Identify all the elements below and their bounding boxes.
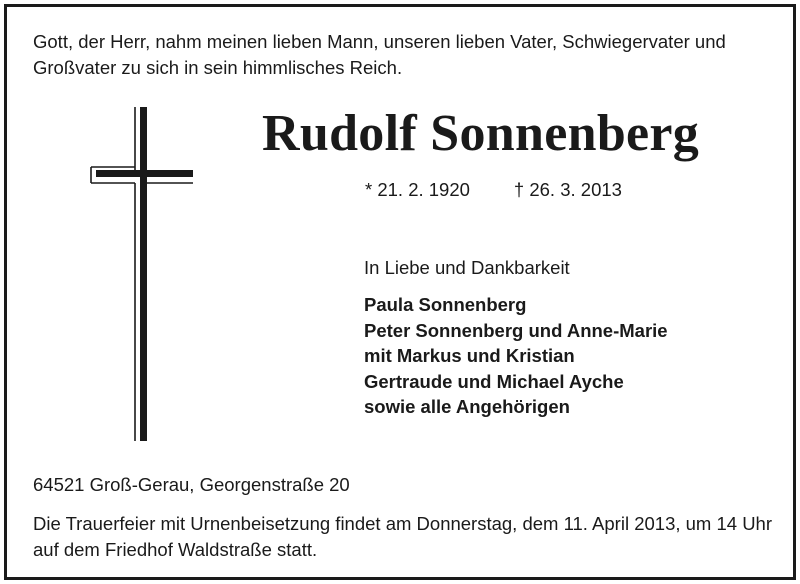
obituary-notice (4, 4, 796, 580)
death-date: † 26. 3. 2013 (513, 179, 622, 200)
family-address: 64521 Groß-Gerau, Georgenstraße 20 (33, 474, 350, 495)
funeral-service-info: Die Trauerfeier mit Urnenbeisetzung findet am Donnerstag, dem 11. April 2013, um 14 Uhr auf dem Friedhof Waldstraße statt. (33, 513, 773, 560)
mourner-item: mit Markus und Kristian (364, 345, 575, 366)
birth-date: * 21. 2. 1920 (365, 179, 470, 200)
mourner-item: sowie alle Angehörigen (364, 396, 570, 417)
life-dates (365, 177, 622, 203)
mourner-item: Paula Sonnenberg (364, 294, 527, 315)
mourner-item: Peter Sonnenberg und Anne-Marie (364, 319, 668, 341)
mourner-item: Gertraude und Michael Ayche (364, 370, 624, 392)
gratitude-line: In Liebe und Dankbarkeit (364, 257, 570, 278)
deceased-name: Rudolf Sonnenberg (262, 105, 700, 162)
intro-text: Gott, der Herr, nahm meinen lieben Mann, unseren lieben Vater, Schwiegervater und Großvater zu sich in sein himmlisches Reich. (33, 31, 726, 78)
mourners-list (364, 292, 668, 420)
christian-cross-icon (89, 107, 193, 441)
